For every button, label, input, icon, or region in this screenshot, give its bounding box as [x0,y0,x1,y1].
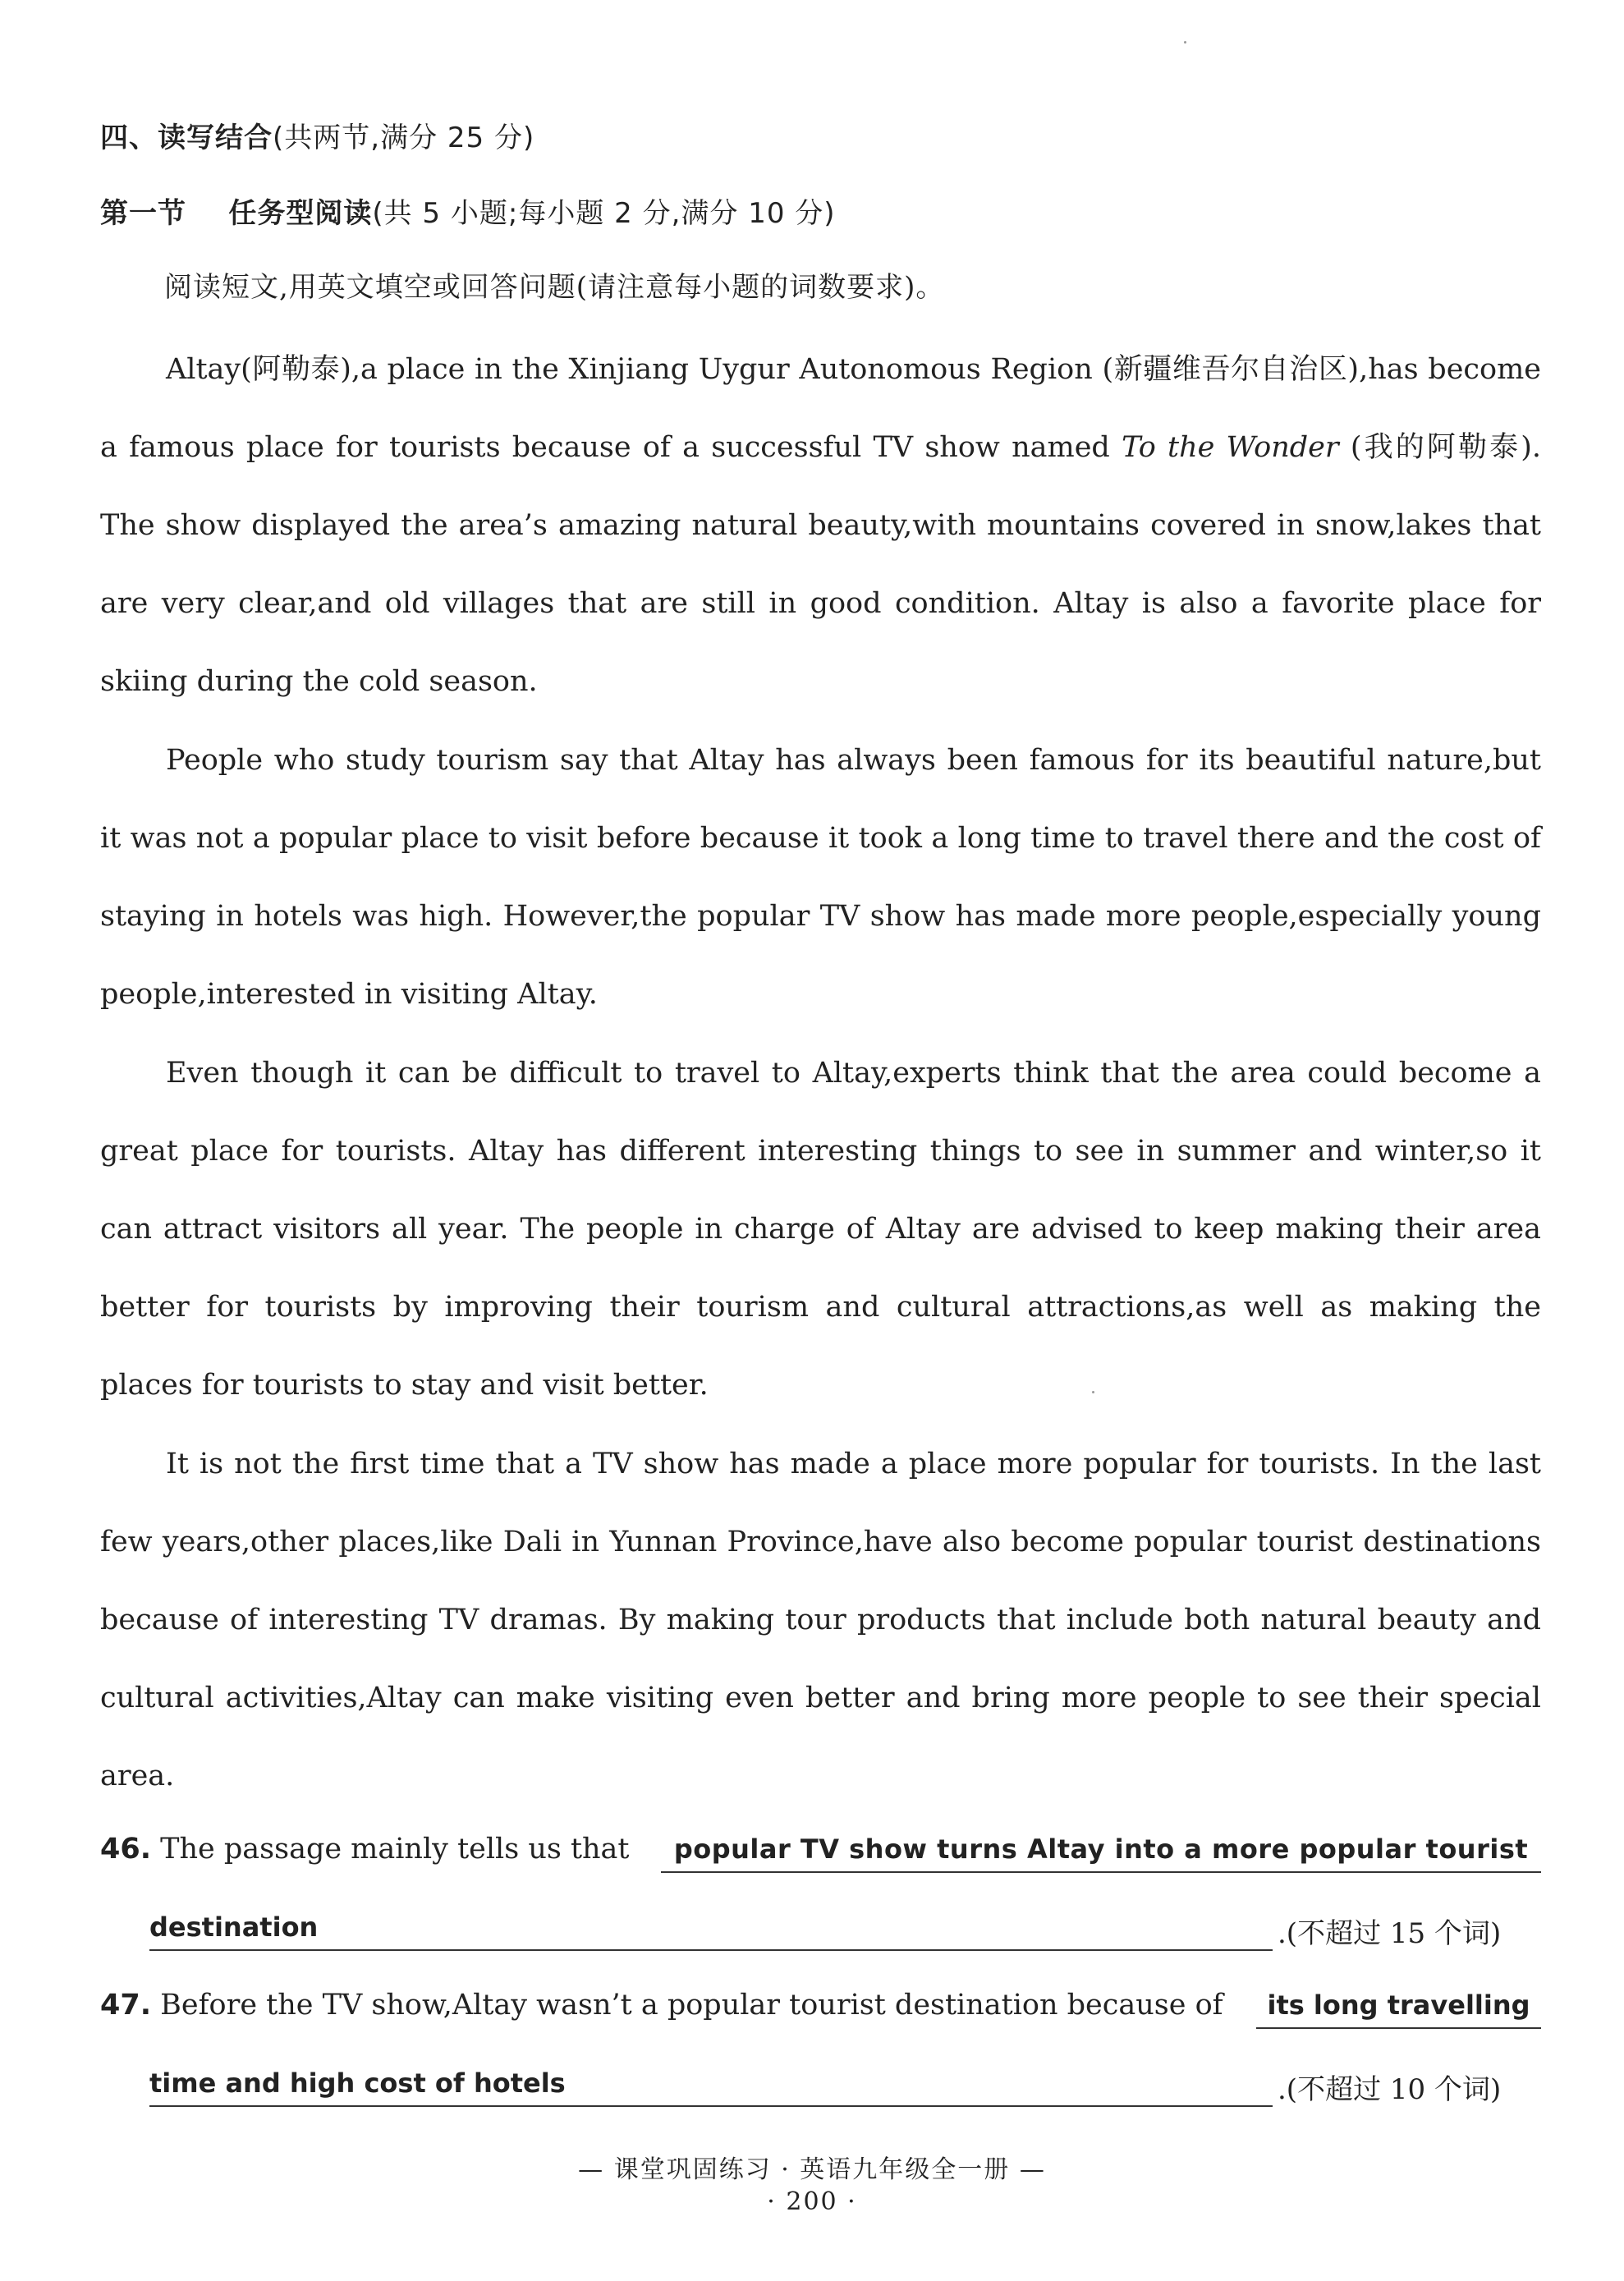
passage-paragraph-3: Even though it can be difficult to travel to Altay,experts think that the area could become a great place for tourists. Altay has different interesting things to see in summer and winter,so it can attract visitors all year. The people in charge of Altay are advised to keep making their area better for tourists by improving their tourism and cultural attractions,as well as making the places for tourists to stay and visit better. [100,1057,1541,1402]
question-47-number: 47. [100,1989,152,2022]
section-title-note: (共两节,满分 25 分) [273,122,535,154]
scan-speck [1092,1391,1094,1393]
paragraph-1-text-b: (我的阿勒泰). The show displayed the area’s amazing natural beauty,with mountains covered in snow,lakes that are very clear,and old villages that are still in good condition. Altay is also a favorite place for skiing during the cold season. [100,431,1541,698]
footer-page-number: · 200 · [767,2187,857,2216]
question-46-answer-line-2[interactable]: destination [149,1912,1273,1951]
question-47-prompt: Before the TV show,Altay wasn’t a popular tourist destination because of [160,1989,1223,2022]
paragraph-1-text-a: Altay(阿勒泰),a place in the Xinjiang Uygur Autonomous Region (新疆维吾尔自治区),has become a famous place for tourists because of a successful TV show named [100,353,1541,464]
part-note: (共 5 小题;每小题 2 分,满分 10 分) [372,197,836,230]
part-name: 任务型阅读 [228,197,373,230]
scan-speck [1184,41,1186,44]
section-heading [100,115,534,155]
question-47-answer-line-1[interactable]: its long travelling [1256,1990,1541,2029]
question-46-answer-line-1[interactable]: popular TV show turns Altay into a more popular tourist [661,1834,1541,1873]
instruction-text: 阅读短文,用英文填空或回答问题(请注意每小题的词数要求)。 [164,271,945,304]
question-46-word-limit: .(不超过 15 个词) [1278,1917,1502,1950]
question-47-word-limit: .(不超过 10 个词) [1278,2073,1502,2106]
question-46-number: 46. [100,1833,152,1866]
section-title: 四、读写结合 [100,122,273,154]
footer-book-title: — 课堂巩固练习 · 英语九年级全一册 — [578,2155,1046,2184]
part-label: 第一节 [100,197,186,230]
show-title-italic: To the Wonder [1122,431,1339,464]
part-heading [100,190,836,231]
passage-paragraph-1 [100,331,1541,721]
passage-paragraph-2: People who study tourism say that Altay has always been famous for its beautiful nature,but it was not a popular place to visit before because it took a long time to travel there and the cost of staying in hotels was high. However,the popular TV show has made more people,especially young people,interested in visiting Altay. [100,744,1541,1011]
passage-paragraph-4: It is not the first time that a TV show has made a place more popular for tourists. In the last few years,other places,like Dali in Yunnan Province,have also become popular tourist destinations because of interesting TV dramas. By making tour products that include both natural beauty and cultural activities,Altay can make visiting even better and bring more people to see their special area. [100,1448,1541,1792]
question-46-prompt: The passage mainly tells us that [160,1833,630,1866]
question-47-answer-line-2[interactable]: time and high cost of hotels [149,2068,1273,2107]
